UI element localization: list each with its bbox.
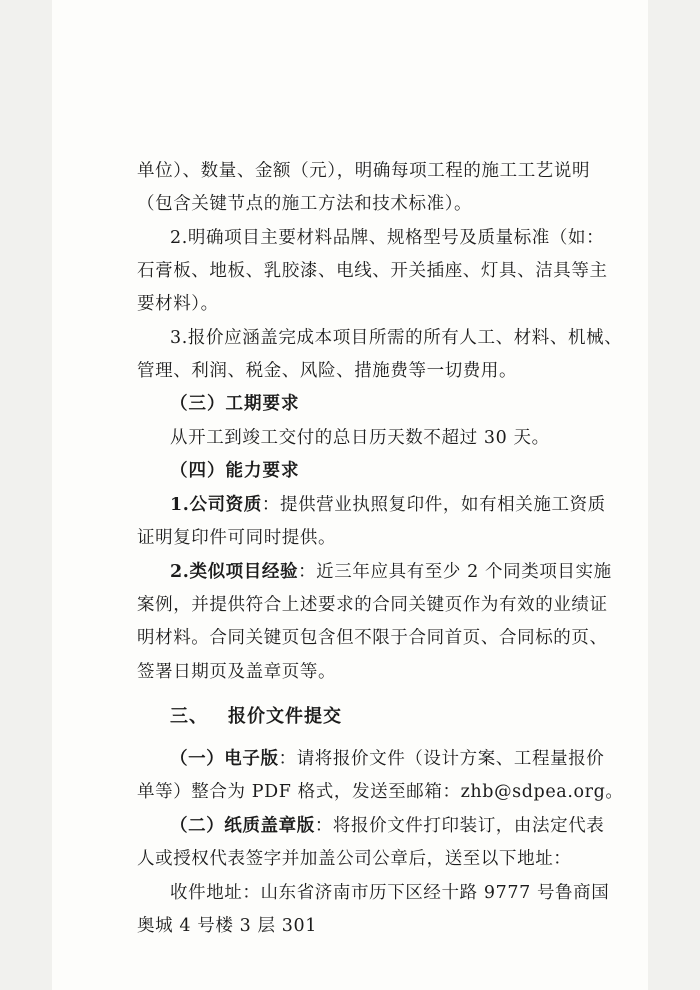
- paragraph-line: [170, 748, 604, 770]
- item-label: 1.公司资质: [170, 495, 262, 515]
- item-label: （一）电子版: [170, 749, 279, 769]
- item-label: 2.类似项目经验: [170, 562, 299, 582]
- paragraph-line: （包含关键节点的施工方法和技术标准）。: [137, 194, 473, 214]
- paragraph-line: 证明复印件可同时提供。: [137, 528, 337, 548]
- paragraph-line: 3.报价应涵盖完成本项目所需的所有人工、材料、机械、: [170, 328, 623, 348]
- section-title: 报价文件提交: [228, 706, 342, 727]
- item-text: ：提供营业执照复印件，如有相关施工资质: [261, 495, 606, 515]
- section-heading-submission: [170, 706, 342, 728]
- address-line: 奥城 4 号楼 3 层 301: [137, 916, 317, 936]
- paragraph-line: 石膏板、地板、乳胶漆、电线、开关插座、灯具、洁具等主: [137, 261, 608, 281]
- paragraph-line: 签署日期页及盖章页等。: [137, 662, 337, 682]
- address-line: 收件地址：山东省济南市历下区经十路 9777 号鲁商国: [170, 883, 610, 903]
- paragraph-line: [170, 815, 604, 837]
- paragraph-line: [170, 494, 606, 516]
- paragraph-line: 管理、利润、税金、风险、措施费等一切费用。: [137, 361, 518, 381]
- section-number: 三、: [170, 706, 208, 727]
- paragraph-line: 从开工到竣工交付的总日历天数不超过 30 天。: [170, 428, 550, 448]
- item-text: ：请将报价文件（设计方案、工程量报价: [278, 749, 605, 769]
- section-heading-schedule: （三）工期要求: [170, 394, 300, 414]
- paragraph-line: 单等）整合为 PDF 格式，发送至邮箱：zhb@sdpea.org。: [137, 782, 624, 802]
- paragraph-line: 案例，并提供符合上述要求的合同关键页作为有效的业绩证: [137, 595, 608, 615]
- paragraph-line: 人或授权代表签字并加盖公司公章后，送至以下地址：: [137, 849, 572, 869]
- item-label: （二）纸质盖章版: [170, 816, 315, 836]
- paragraph-line: 要材料）。: [137, 294, 219, 314]
- paragraph-line: [170, 561, 612, 583]
- paragraph-line: 2.明确项目主要材料品牌、规格型号及质量标准（如：: [170, 228, 605, 248]
- section-heading-capability: （四）能力要求: [170, 461, 300, 481]
- item-text: ：近三年应具有至少 2 个同类项目实施: [298, 562, 612, 582]
- paragraph-line: 单位）、数量、金额（元），明确每项工程的施工工艺说明: [137, 161, 591, 181]
- scan-margin-left: [0, 0, 52, 990]
- item-text: ：将报价文件打印装订，由法定代表: [314, 816, 605, 836]
- scan-margin-right: [648, 0, 700, 990]
- paragraph-line: 明材料。合同关键页包含但不限于合同首页、合同标的页、: [137, 628, 608, 648]
